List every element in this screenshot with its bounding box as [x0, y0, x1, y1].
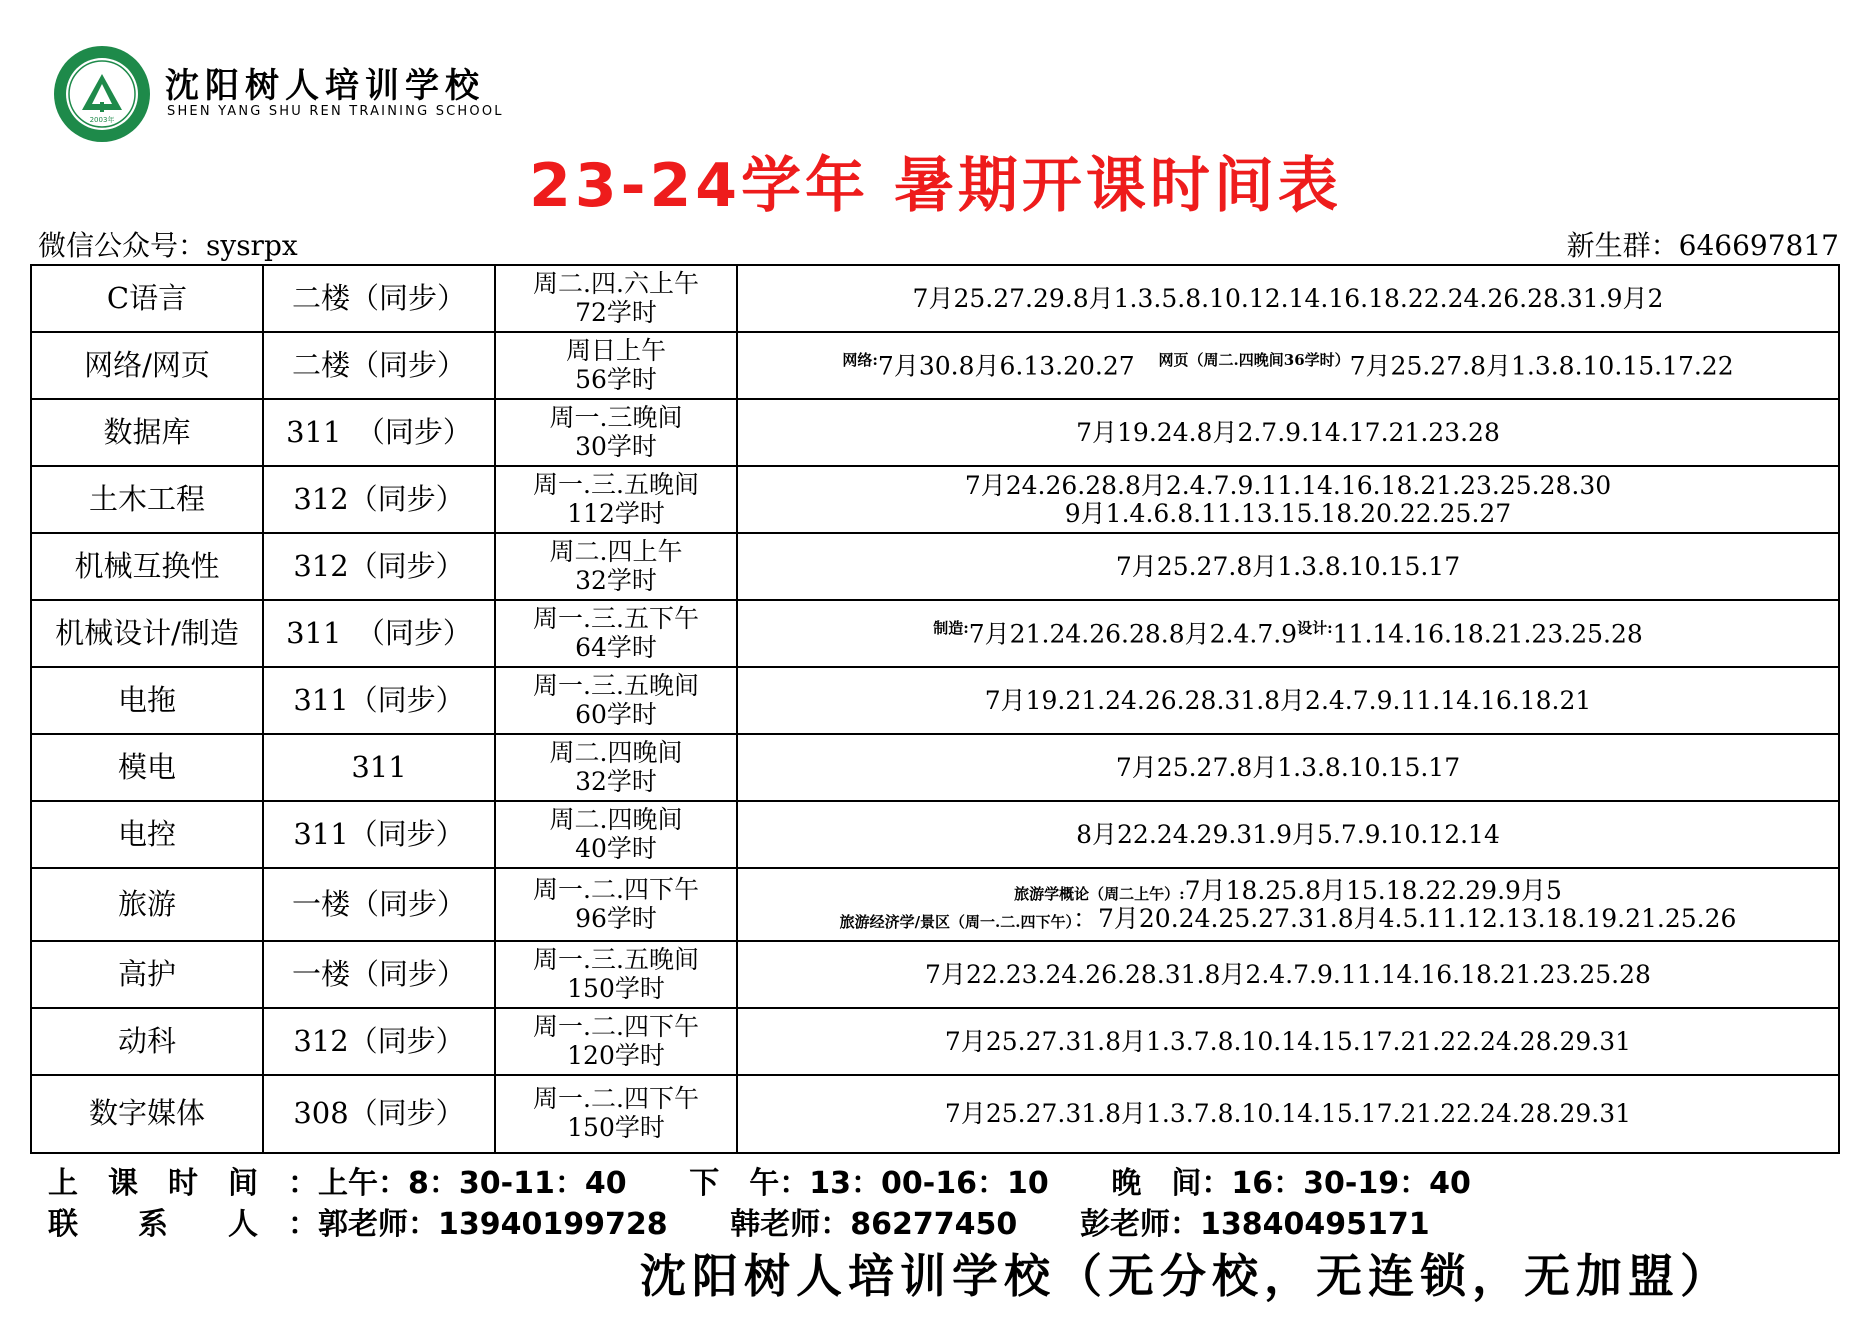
course-hours: 150学时 — [567, 1113, 665, 1142]
class-dates — [737, 466, 1839, 533]
table-row — [31, 265, 1839, 332]
course-hours: 30学时 — [575, 431, 657, 461]
class-dates — [737, 600, 1839, 667]
table-row — [31, 868, 1839, 941]
course-name: 数据库 — [31, 399, 263, 466]
classroom: 312（同步） — [263, 1008, 495, 1075]
school-name-cn: 沈阳树人培训学校 — [165, 66, 485, 106]
class-time — [495, 941, 737, 1008]
course-hours: 72学时 — [575, 297, 657, 327]
course-name: 动科 — [31, 1008, 263, 1075]
dates-note: 旅游经济学/景区（周一.二.四下午） — [839, 912, 1073, 931]
dates-text: 7月21.24.26.28.8月2.4.7.9 — [968, 618, 1298, 648]
wechat-account: 微信公众号：sysrpx — [38, 229, 298, 262]
class-dates: 7月25.27.29.8月1.3.5.8.10.12.14.16.18.22.24.26.28.31.9月2 — [737, 265, 1839, 332]
new-student-group: 新生群：646697817 — [1566, 229, 1839, 262]
table-row — [31, 332, 1839, 399]
class-dates: 7月25.27.8月1.3.8.10.15.17 — [737, 734, 1839, 801]
course-name: 高护 — [31, 941, 263, 1008]
class-time — [495, 533, 737, 600]
dates-text: ：7月20.24.25.27.31.8月4.5.11.12.13.18.19.21.25.26 — [1073, 903, 1737, 933]
classroom: 311 — [263, 734, 495, 801]
page-title: 23-24学年 暑期开课时间表 — [529, 151, 1342, 221]
course-hours: 56学时 — [575, 364, 657, 394]
evening-time: 晚 间：16：30-19：40 — [1111, 1166, 1471, 1201]
table-row — [31, 801, 1839, 868]
classroom: 312（同步） — [263, 466, 495, 533]
table-row — [31, 600, 1839, 667]
course-hours: 32学时 — [575, 766, 657, 796]
class-time — [495, 466, 737, 533]
course-name: 网络/网页 — [31, 332, 263, 399]
morning-time: 上午：8：30-11：40 — [318, 1166, 627, 1201]
class-dates: 7月25.27.31.8月1.3.7.8.10.14.15.17.21.22.24.28.29.31 — [737, 1008, 1839, 1075]
contact-peng: 彭老师：13840495171 — [1079, 1207, 1430, 1242]
weekday-slot: 周日上午 — [565, 335, 666, 365]
course-name: C语言 — [31, 265, 263, 332]
afternoon-time: 下 午：13：00-16：10 — [689, 1166, 1049, 1201]
course-hours: 150学时 — [567, 973, 665, 1003]
class-dates — [737, 332, 1839, 399]
table-row — [31, 1008, 1839, 1075]
contact-line — [48, 1199, 1430, 1243]
course-name: 数字媒体 — [31, 1075, 263, 1153]
weekday-slot: 周二.四.六上午 — [533, 268, 699, 298]
schedule-table — [30, 264, 1840, 1154]
school-name-en: SHEN YANG SHU REN TRAINING SCHOOL — [167, 104, 504, 119]
contact-han: 韩老师：86277450 — [730, 1207, 1018, 1242]
dates-text: 11.14.16.18.21.23.25.28 — [1332, 618, 1643, 648]
class-time — [495, 600, 737, 667]
closing-statement: 沈阳树人培训学校（无分校，无连锁，无加盟） — [640, 1249, 1732, 1303]
class-time — [495, 801, 737, 868]
weekday-slot: 周一.三.五下午 — [533, 603, 699, 633]
dates-note: 网络: — [842, 350, 878, 369]
class-dates: 7月19.21.24.26.28.31.8月2.4.7.9.11.14.16.18.21 — [737, 667, 1839, 734]
class-dates: 7月25.27.8月1.3.8.10.15.17 — [737, 533, 1839, 600]
weekday-slot: 周一.三.五晚间 — [533, 944, 699, 974]
dates-text: 7月18.25.8月15.18.22.29.9月5 — [1184, 876, 1562, 905]
course-hours: 64学时 — [575, 632, 657, 662]
course-name: 电拖 — [31, 667, 263, 734]
table-row — [31, 399, 1839, 466]
course-hours: 40学时 — [575, 833, 657, 863]
course-name: 机械设计/制造 — [31, 600, 263, 667]
weekday-slot: 周二.四晚间 — [549, 804, 683, 834]
weekday-slot: 周一.三晚间 — [549, 402, 683, 432]
class-time-line — [48, 1158, 1471, 1202]
dates-note: 制造: — [933, 618, 969, 637]
classroom: 308（同步） — [263, 1075, 495, 1153]
contact-guo: 郭老师：13940199728 — [318, 1207, 668, 1242]
course-hours: 112学时 — [567, 498, 665, 528]
classroom: 311（同步） — [263, 667, 495, 734]
course-hours: 60学时 — [575, 699, 657, 729]
weekday-slot: 周一.二.四下午 — [533, 1011, 699, 1041]
table-row — [31, 734, 1839, 801]
course-name: 电控 — [31, 801, 263, 868]
course-hours: 32学时 — [575, 565, 657, 595]
table-row — [31, 466, 1839, 533]
classroom: 一楼（同步） — [263, 868, 495, 941]
class-time — [495, 399, 737, 466]
course-name: 旅游 — [31, 868, 263, 941]
dates-note: 设计: — [1297, 618, 1333, 637]
class-dates: 7月25.27.31.8月1.3.7.8.10.14.15.17.21.22.24.28.29.31 — [737, 1075, 1839, 1153]
course-name: 模电 — [31, 734, 263, 801]
school-logo — [52, 44, 152, 144]
dates-note: 旅游学概论（周二上午）: — [1014, 885, 1185, 903]
table-row — [31, 941, 1839, 1008]
classroom: 二楼（同步） — [263, 265, 495, 332]
class-time — [495, 734, 737, 801]
classroom: 312（同步） — [263, 533, 495, 600]
class-dates: 8月22.24.29.31.9月5.7.9.10.12.14 — [737, 801, 1839, 868]
dates-text: 7月24.26.28.8月2.4.7.9.11.14.16.18.21.23.25.28.30 — [964, 471, 1612, 500]
class-time — [495, 1008, 737, 1075]
class-dates: 7月19.24.8月2.7.9.14.17.21.23.28 — [737, 399, 1839, 466]
classroom: 311（同步） — [263, 801, 495, 868]
class-time — [495, 1075, 737, 1153]
weekday-slot: 周二.四上午 — [549, 536, 683, 566]
dates-text: 7月25.27.8月1.3.8.10.15.17.22 — [1349, 350, 1734, 380]
classroom: 311 （同步） — [263, 600, 495, 667]
table-row — [31, 1075, 1839, 1153]
classroom: 二楼（同步） — [263, 332, 495, 399]
class-time — [495, 265, 737, 332]
dates-note: 网页（周二.四晚间36学时） — [1158, 350, 1350, 369]
table-row — [31, 533, 1839, 600]
dates-text: 7月30.8月6.13.20.27 — [877, 350, 1135, 380]
weekday-slot: 周一.三.五晚间 — [533, 469, 699, 499]
class-time — [495, 667, 737, 734]
svg-text:2003年: 2003年 — [89, 116, 115, 124]
class-dates: 7月22.23.24.26.28.31.8月2.4.7.9.11.14.16.18.21.23.25.28 — [737, 941, 1839, 1008]
dates-text: 9月1.4.6.8.11.13.15.18.20.22.25.27 — [1064, 498, 1512, 528]
class-dates — [737, 868, 1839, 941]
class-time — [495, 868, 737, 941]
class-time-label: 上 课 时 间 ： — [48, 1166, 318, 1201]
course-hours: 120学时 — [567, 1040, 665, 1070]
weekday-slot: 周一.二.四下午 — [533, 1084, 699, 1114]
course-name: 土木工程 — [31, 466, 263, 533]
classroom: 一楼（同步） — [263, 941, 495, 1008]
weekday-slot: 周一.三.五晚间 — [533, 670, 699, 700]
course-hours: 96学时 — [575, 903, 657, 933]
weekday-slot: 周二.四晚间 — [549, 737, 683, 767]
course-name: 机械互换性 — [31, 533, 263, 600]
classroom: 311 （同步） — [263, 399, 495, 466]
table-row — [31, 667, 1839, 734]
contact-label: 联 系 人 ： — [48, 1207, 318, 1242]
class-time — [495, 332, 737, 399]
weekday-slot: 周一.二.四下午 — [533, 874, 699, 904]
